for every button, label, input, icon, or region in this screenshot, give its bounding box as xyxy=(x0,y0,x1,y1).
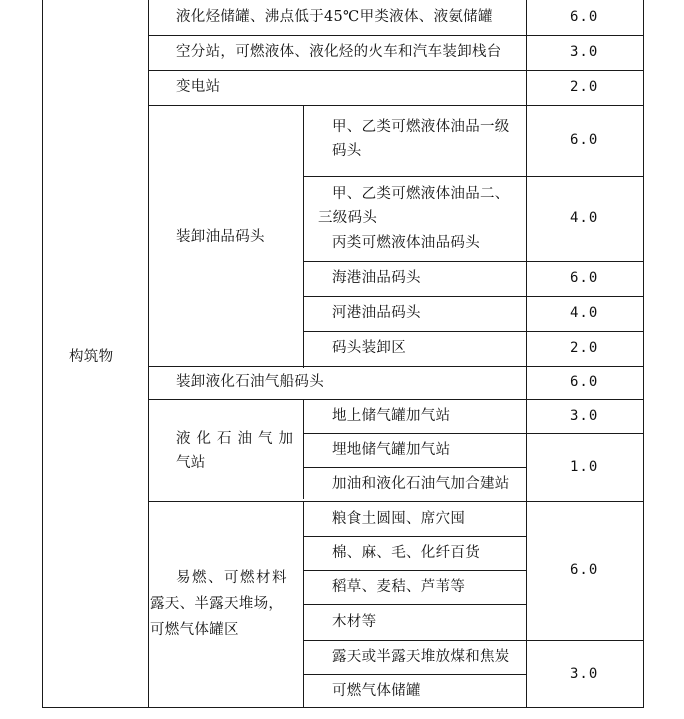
sub-label: 码头装卸区 xyxy=(332,340,406,356)
sub-label: 三级码头 xyxy=(318,210,378,226)
sub-label: 棉、麻、毛、化纤百货 xyxy=(332,545,480,561)
category-label: 构筑物 xyxy=(69,349,114,365)
row-line-lpg-ship-end xyxy=(148,399,644,400)
row-line-yard-1 xyxy=(303,536,527,537)
sub-value: 3.0 xyxy=(570,666,599,682)
sub-value: 6.0 xyxy=(570,270,599,286)
sub-label: 露天或半露天堆放煤和焦炭 xyxy=(332,649,510,665)
row-line-station-end xyxy=(148,501,644,502)
row-label: 液化烃储罐、沸点低于45℃甲类液体、液氨储罐 xyxy=(176,9,493,25)
col-line-left xyxy=(42,0,43,708)
row-line-yard-4 xyxy=(303,640,644,641)
row-label: 空分站，可燃液体、液化烃的火车和汽车装卸栈台 xyxy=(176,44,502,60)
sub-label: 丙类可燃液体油品码头 xyxy=(332,235,480,251)
row-line-wharf-4 xyxy=(303,331,644,332)
row-value: 3.0 xyxy=(570,44,599,60)
group-label-yard: 可燃气体罐区 xyxy=(150,622,239,638)
col-line-sub-2 xyxy=(303,399,304,499)
row-line-wharf-end xyxy=(148,366,644,367)
row-line-wharf-3 xyxy=(303,296,644,297)
row-value: 6.0 xyxy=(570,9,599,25)
row-line-1 xyxy=(148,35,644,36)
sub-value: 3.0 xyxy=(570,408,599,424)
row-value: 6.0 xyxy=(570,374,599,390)
row-label: 变电站 xyxy=(176,79,221,95)
row-line-yard-2 xyxy=(303,570,527,571)
sub-label: 粮食土圆囤、席穴囤 xyxy=(332,511,466,527)
group-label-yard: 露天、半露天堆场， xyxy=(150,596,284,612)
sub-label: 码头 xyxy=(332,143,362,159)
sub-value: 2.0 xyxy=(570,340,599,356)
sub-label: 甲、乙类可燃液体油品二、 xyxy=(332,186,510,202)
row-line-station-1 xyxy=(303,433,644,434)
sub-value: 1.0 xyxy=(570,459,599,475)
row-line-2 xyxy=(148,70,644,71)
row-line-station-2 xyxy=(303,467,527,468)
group-label-wharf: 装卸油品码头 xyxy=(176,229,265,245)
row-line-yard-5 xyxy=(303,674,527,675)
sub-label: 可燃气体储罐 xyxy=(332,683,421,699)
sub-value: 4.0 xyxy=(570,305,599,321)
sub-label: 地上储气罐加气站 xyxy=(332,408,451,424)
sub-label: 河港油品码头 xyxy=(332,305,421,321)
group-label-station: 液化石油气加 xyxy=(176,431,299,447)
sub-value: 4.0 xyxy=(570,210,599,226)
group-label-yard: 易燃、可燃材料 xyxy=(176,570,288,586)
sub-label: 稻草、麦秸、芦苇等 xyxy=(332,579,466,595)
group-label-station: 气站 xyxy=(176,455,206,471)
col-line-sub xyxy=(303,105,304,368)
row-line-wharf-2 xyxy=(303,261,644,262)
row-value: 2.0 xyxy=(570,79,599,95)
row-line-3 xyxy=(148,105,644,106)
row-line-yard-3 xyxy=(303,604,527,605)
sub-value: 6.0 xyxy=(570,562,599,578)
row-line-bottom xyxy=(42,707,644,708)
sub-label: 加油和液化石油气加合建站 xyxy=(332,476,510,492)
row-label: 装卸液化石油气船码头 xyxy=(176,374,324,390)
sub-label: 埋地储气罐加气站 xyxy=(332,442,451,458)
row-line-wharf-1 xyxy=(303,176,644,177)
sub-label: 海港油品码头 xyxy=(332,270,421,286)
sub-value: 6.0 xyxy=(570,132,599,148)
sub-label: 甲、乙类可燃液体油品一级 xyxy=(332,119,510,135)
sub-label: 木材等 xyxy=(332,614,377,630)
